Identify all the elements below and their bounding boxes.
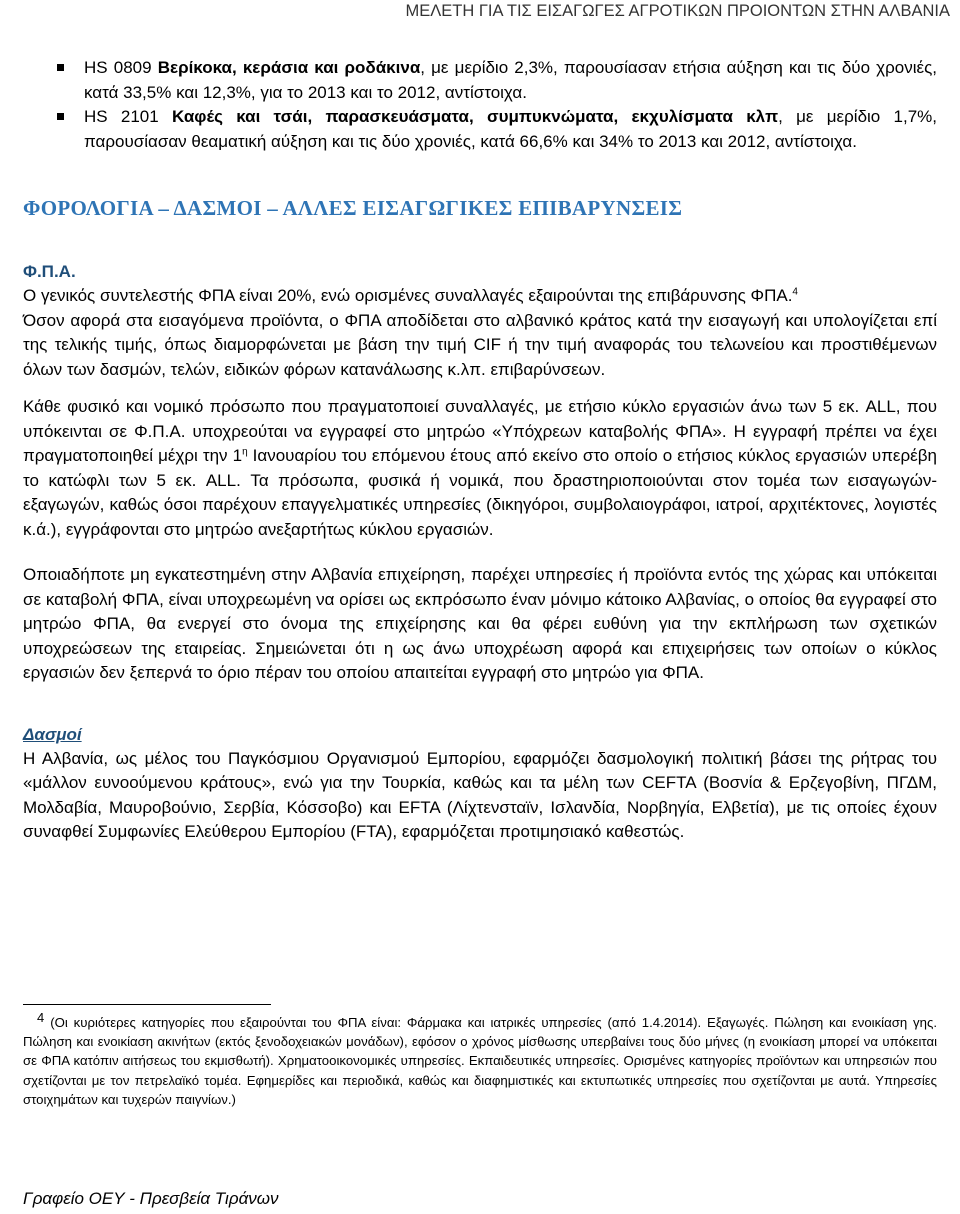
footnote-text: (Οι κυριότερες κατηγορίες που εξαιρούνται του ΦΠΑ είναι: Φάρμακα και ιατρικές υπηρεσίες (από 1.4.2014). Εξαγωγές. Πώληση και ενοικίαση γης. Πώληση και ενοικίαση ακινήτων (εκτός ξενοδοχειακών μονάδων), εφόσον ο χρόνος μίσθωσης υπερβαίνει τους δύο μήνες (η ενοικίαση μπορεί να υπόκειται σε ΦΠΑ κατόπιν αιτήσεως του εκμισθωτή). Χρηματοοικονομικές υπηρεσίες. Εκπαιδευτικές υπηρεσίες. Ορισμένες κατηγορίες προϊόντων και υπηρεσιών που σχετίζονται με τον πετρελαϊκό τομέα. Εφημερίδες και περιοδικά, καθώς και διαφημιστικές και εκτυπωτικές υπηρεσίες που σχετίζονται με αυτά. Υπηρεσίες στοιχημάτων και τυχερών παιγνίων.): [23, 1015, 937, 1107]
bullet-text: , με μερίδιο 1,7%, παρουσίασαν θεαματική αύξηση και τις δύο χρονιές, κατά 66,6% και 34% το 2013 και 2012, αντίστοιχα.: [84, 107, 937, 151]
section-title: ΦΟΡΟΛΟΓΙΑ – ΔΑΣΜΟΙ – ΑΛΛΕΣ ΕΙΣΑΓΩΓΙΚΕΣ ΕΠΙΒΑΡΥΝΣΕΙΣ: [23, 196, 683, 220]
product-name: Βερίκοκα, κεράσια και ροδάκινα: [157, 58, 421, 77]
page-footer: Γραφείο ΟΕΥ - Πρεσβεία Τιράνων: [23, 1189, 279, 1208]
fpa-paragraph-3-text-a: Κάθε φυσικό και νομικό πρόσωπο που πραγματοποιεί συναλλαγές, με ετήσιο κύκλο εργασιών άνω των 5 εκ. ALL, που υπόκεινται σε Φ.Π.Α. υποχρεούται να εγγραφεί στο μητρώο «Υπόχρεων καταβολής ΦΠΑ». Η εγγραφή πρέπει να έχει πραγματοποιηθεί μέχρι την 1: [23, 397, 937, 465]
footnote-mark: 4: [37, 1009, 45, 1025]
document-body: [23, 56, 937, 845]
fpa-paragraph-1: [23, 284, 937, 309]
fpa-paragraph-1-text: Ο γενικός συντελεστής ΦΠΑ είναι 20%, ενώ ορισμένες συναλλαγές εξαιρούνται της επιβάρυνσης ΦΠΑ.: [23, 286, 793, 305]
bullet-text: , με μερίδιο 2,3%, παρουσίασαν ετήσια αύξηση και τις δύο χρονιές, κατά 33,5% και 12,3%, για το 2013 και το 2012, αντίστοιχα.: [84, 58, 937, 102]
hs-code: HS 0809: [84, 58, 158, 77]
running-header: ΜΕΛΕΤΗ ΓΙΑ ΤΙΣ ΕΙΣΑΓΩΓΕΣ ΑΓΡΟΤΙΚΩΝ ΠΡΟΙΟΝΤΩΝ ΣΤΗΝ ΑΛΒΑΝΙΑ: [405, 2, 950, 20]
fpa-paragraph-2: Όσον αφορά στα εισαγόμενα προϊόντα, ο ΦΠΑ αποδίδεται στο αλβανικό κράτος κατά την εισαγωγή και υπολογίζεται επί της τελικής τιμής, όπως διαμορφώνεται με βάση την τιμή CIF ή την τιμή αναφοράς του τελωνείου και προστιθέμενων όλων των δασμών, τελών, ειδικών φόρων κατανάλωσης κ.λπ. επιβαρύνσεων.: [23, 310, 937, 379]
bullet-item-hs2101: [23, 105, 937, 154]
fpa-paragraph-4: Οποιαδήποτε μη εγκατεστημένη στην Αλβανία επιχείρηση, παρέχει υπηρεσίες ή προϊόντα εντός της χώρας και υπόκειται σε καταβολή ΦΠΑ, είναι υποχρεωμένη να ορίσει ως εκπρόσωπο έναν μόνιμο κάτοικο Αλβανίας, ο οποίος θα εγγραφεί στο μητρώο ΦΠΑ, θα ενεργεί στο όνομα της επιχείρησης και θα φέρει ευθύνη για την εκπλήρωση των σχετικών υποχρεώσεων της εταιρείας. Σημειώνεται ότι η ως άνω υποχρέωση αφορά και επιχειρήσεις των οποίων ο κύκλος εργασιών δεν ξεπερνά το όριο πέραν του οποίου απαιτείται εγγραφή στο μητρώο για ΦΠΑ.: [23, 565, 937, 682]
bullet-list: [23, 56, 937, 154]
fpa-paragraph-3-text-b: Ιανουαρίου του επόμενου έτους από εκείνο στο οποίο ο ετήσιος κύκλος εργασιών υπερέβη το κατώφλι των 5 εκ. ALL. Τα πρόσωπα, φυσικά ή νομικά, που δραστηριοποιούνται στον τομέα των εισαγωγών-εξαγωγών, καθώς όσοι παρέχουν επαγγελματικές υπηρεσίες (δικηγόροι, συμβολαιογράφοι, ιατροί, αρχιτέκτονες, λογιστές κ.ά.), εγγράφονται στο μητρώο ανεξαρτήτως κύκλου εργασιών.: [23, 446, 937, 539]
footnote: [23, 1009, 937, 1109]
bullet-item-hs0809: [23, 56, 937, 105]
product-name: Καφές και τσάι, παρασκευάσματα, συμπυκνώματα, εκχυλίσματα κλπ: [171, 107, 779, 126]
fpa-paragraph-3: [23, 395, 937, 542]
footnote-reference: 4: [792, 286, 798, 298]
footnote-separator: [23, 1004, 271, 1005]
ordinal-superscript: η: [242, 446, 248, 458]
square-bullet-icon: [57, 113, 64, 120]
dasmoi-paragraph-1: Η Αλβανία, ως μέλος του Παγκόσμιου Οργανισμού Εμπορίου, εφαρμόζει δασμολογική πολιτική βάσει της ρήτρας του «μάλλον ευνοούμενου κράτους», ενώ για την Τουρκία, καθώς και τα μέλη των CEFTA (Βοσνία & Ερζεγοβίνη, ΠΓΔΜ, Μολδαβία, Μαυροβούνιο, Σερβία, Κόσσοβο) και EFTA (Λίχτενσταϊν, Ισλανδία, Νορβηγία, Ελβετία), με τις οποίες έχουν συναφθεί Συμφωνίες Ελεύθερου Εμπορίου (FTA), εφαρμόζεται προτιμησιακό καθεστώς.: [23, 748, 937, 841]
fpa-heading: Φ.Π.Α.: [23, 262, 76, 281]
hs-code: HS 2101: [84, 107, 172, 126]
square-bullet-icon: [57, 64, 64, 71]
dasmoi-heading: Δασμοί: [23, 724, 82, 744]
